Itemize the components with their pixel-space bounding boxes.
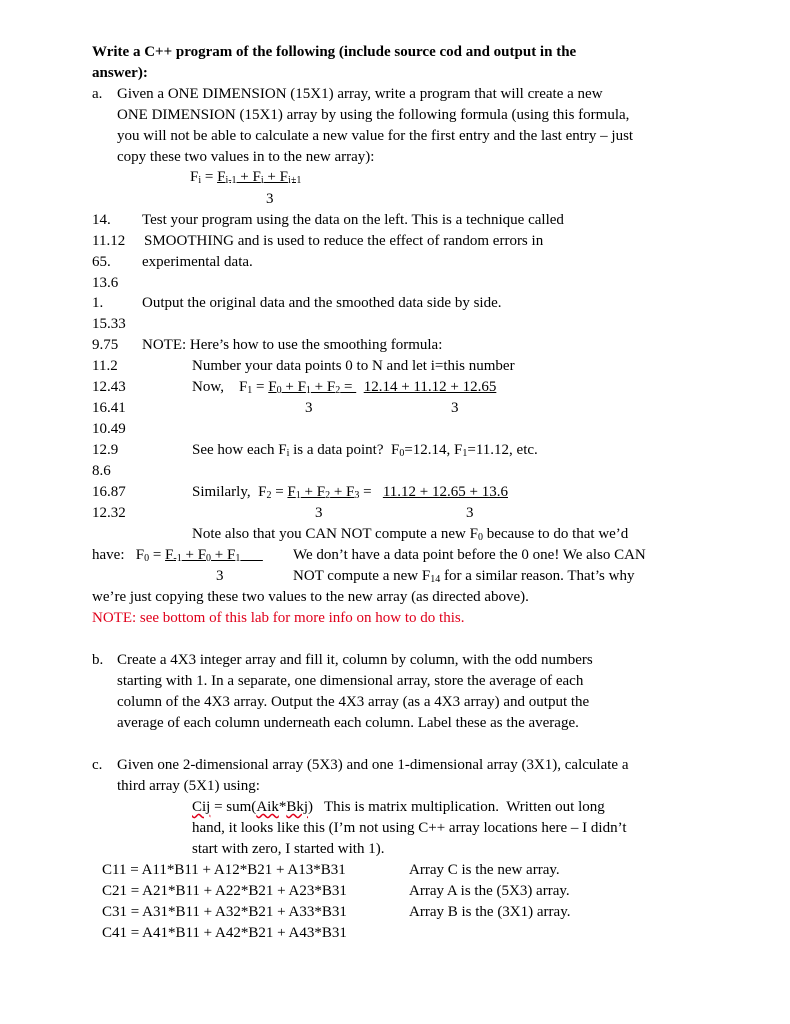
heading-line-1: Write a C++ program of the following (include source cod and output in the — [92, 44, 577, 60]
part-a-label: a. — [92, 86, 103, 102]
note-also-text: Note also that you CAN NOT compute a new $F_0$ because to do that we’d — [192, 526, 629, 543]
equation: C21 = A21*B11 + A22*B21 + A23*B31 — [102, 883, 347, 899]
part-c-line-2: third array (5X1) using: — [117, 778, 260, 794]
array-note: Array C is the new array. — [409, 862, 560, 878]
data-value: 12.9 — [92, 442, 119, 458]
test-text-3: experimental data. — [142, 254, 253, 270]
mult-line-2: start with zero, I started with 1). — [192, 841, 385, 857]
data-value: 8.6 — [92, 463, 111, 479]
data-value: 15.33 — [92, 316, 126, 332]
part-a-intro-2: ONE DIMENSION (15X1) array by using the following formula (using this formula, — [117, 107, 630, 123]
smoothing-formula: $F_i = F_{i-1} + F_i + F_{i+1}$ — [190, 169, 302, 186]
equation: C11 = A11*B11 + A12*B21 + A13*B31 — [102, 862, 346, 878]
have-denominator: 3 — [216, 568, 224, 584]
copying-text: we’re just copying these two values to the new array (as directed above). — [92, 589, 529, 605]
data-value: 14. — [92, 212, 111, 228]
have-formula: have: $F_0 = F_{-1} + F_0 + F_1$ — [92, 547, 241, 564]
part-b-line-2: starting with 1. In a separate, one dimensional array, store the average of each — [117, 673, 584, 689]
part-a-intro-1: Given a ONE DIMENSION (15X1) array, write a program that will create a new — [117, 86, 603, 102]
output-instruction: Output the original data and the smoothed data side by side. — [142, 295, 502, 311]
data-value: 16.41 — [92, 400, 126, 416]
matrix-mult-formula: Cij = sum(Aik*Bkj) This is matrix multiplication. Written out long — [192, 799, 605, 815]
similarly-denominator-2: 3 — [466, 505, 474, 521]
have-explanation-1: We don’t have a data point before the 0 one! We also CAN — [293, 547, 646, 563]
array-note: Array B is the (3X1) array. — [409, 904, 571, 920]
data-value: 1. — [92, 295, 104, 311]
test-text-2: SMOOTHING and is used to reduce the effect of random errors in — [144, 233, 544, 249]
data-value: 11.2 — [92, 358, 118, 374]
similarly-denominator-1: 3 — [315, 505, 323, 521]
red-note: NOTE: see bottom of this lab for more info on how to do this. — [92, 610, 465, 626]
part-b-line-4: average of each column underneath each column. Label these as the average. — [117, 715, 579, 731]
note-heading: NOTE: Here’s how to use the smoothing formula: — [142, 337, 443, 353]
now-formula: Now, $F_1 = F_0 + F_1 + F_2 = 12.14 + 11.12 + 12.65$ — [192, 379, 497, 396]
part-a-intro-4: copy these two values in to the new array): — [117, 149, 375, 165]
test-text-1: Test your program using the data on the left. This is a technique called — [142, 212, 564, 228]
have-explanation-2: NOT compute a new $F_{14}$ for a similar reason. That’s why — [293, 568, 635, 585]
heading-line-2: answer): — [92, 65, 148, 81]
now-denominator-2: 3 — [451, 400, 459, 416]
similarly-formula: Similarly, $F_2 = F_1 + F_2 + F_3 = 11.12 + 12.65 + 13.6$ — [192, 484, 508, 501]
part-b-line-3: column of the 4X3 array. Output the 4X3 array (as a 4X3 array) and output the — [117, 694, 590, 710]
data-value: 65. — [92, 254, 111, 270]
see-how-text: See how each $F_i$ is a data point? $F_0=12.14$, $F_1=11.12$, etc. — [192, 442, 538, 459]
data-value: 12.43 — [92, 379, 126, 395]
data-value: 12.32 — [92, 505, 126, 521]
data-value: 9.75 — [92, 337, 119, 353]
data-value: 16.87 — [92, 484, 126, 500]
formula-denominator: 3 — [266, 191, 274, 207]
note-line-1: Number your data points 0 to N and let i=this number — [192, 358, 515, 374]
part-b-line-1: Create a 4X3 integer array and fill it, column by column, with the odd numbers — [117, 652, 593, 668]
part-a-intro-3: you will not be able to calculate a new value for the first entry and the last entry – just — [117, 128, 634, 144]
formula-numerator: $F_{i-1} + F_i + F_{i+1}$ — [217, 169, 302, 186]
data-value: 13.6 — [92, 275, 119, 291]
data-value: 11.12 — [92, 233, 126, 249]
part-c-label: c. — [92, 757, 103, 773]
array-note: Array A is the (5X3) array. — [409, 883, 570, 899]
part-b-label: b. — [92, 652, 104, 668]
equation: C41 = A41*B11 + A42*B21 + A43*B31 — [102, 925, 347, 941]
data-value: 10.49 — [92, 421, 126, 437]
equation: C31 = A31*B11 + A32*B21 + A33*B31 — [102, 904, 347, 920]
part-c-line-1: Given one 2-dimensional array (5X3) and one 1-dimensional array (3X1), calculate a — [117, 757, 629, 773]
now-denominator-1: 3 — [305, 400, 313, 416]
mult-line-1: hand, it looks like this (I’m not using C++ array locations here – I didn’t — [192, 820, 627, 836]
